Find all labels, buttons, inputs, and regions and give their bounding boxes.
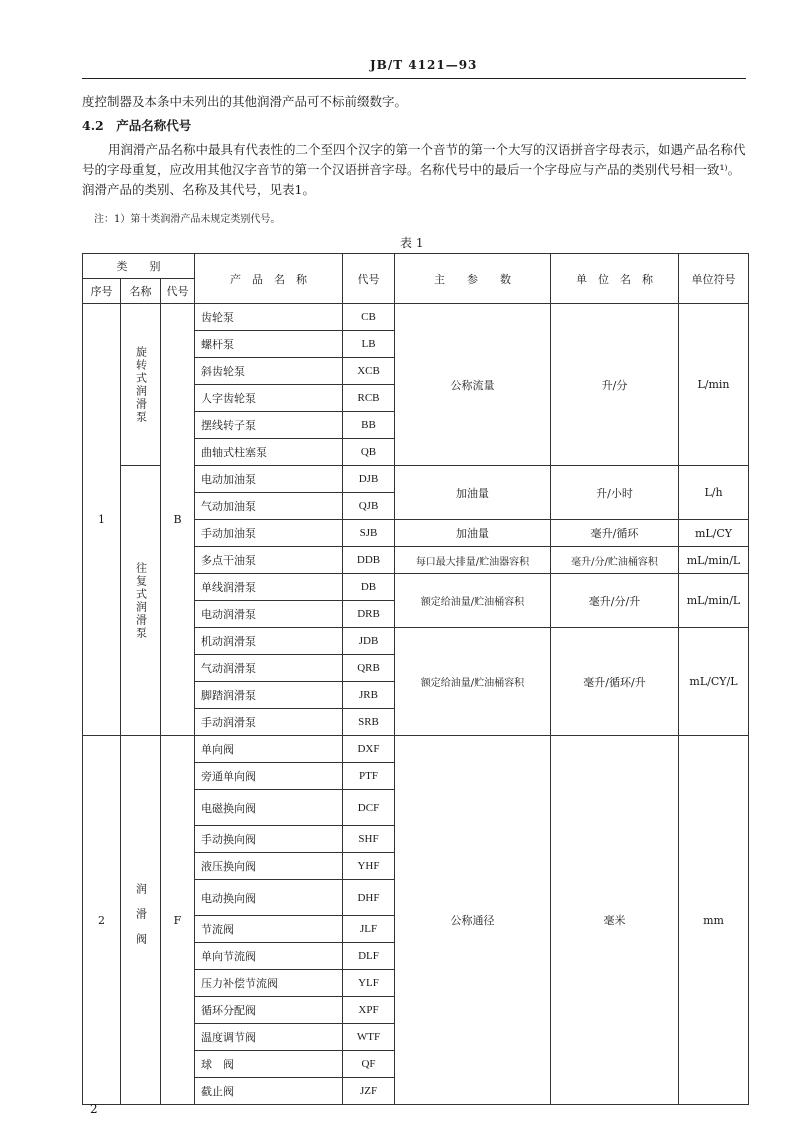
section-title: 4.2 产品名称代号 <box>82 118 192 133</box>
product-code: JLF <box>343 916 395 943</box>
main-param: 额定给油量/贮油桶容积 <box>395 628 551 736</box>
product-name: 多点干油泵 <box>195 547 343 574</box>
product-name: 手动润滑泵 <box>195 709 343 736</box>
page-number: 2 <box>90 1102 98 1116</box>
product-name: 曲轴式柱塞泵 <box>195 439 343 466</box>
header-name: 名称 <box>121 279 161 304</box>
product-code: CB <box>343 304 395 331</box>
main-param: 公称通径 <box>395 736 551 1105</box>
subgroup-name: 往复式润滑泵 <box>121 466 161 736</box>
main-param: 额定给油量/贮油桶容积 <box>395 574 551 628</box>
unit-name: 升/分 <box>551 304 679 466</box>
product-code: DJB <box>343 466 395 493</box>
main-param: 加油量 <box>395 520 551 547</box>
product-code: XCB <box>343 358 395 385</box>
table-caption: 表 1 <box>400 236 424 250</box>
header-code: 代号 <box>161 279 195 304</box>
product-name: 液压换向阀 <box>195 853 343 880</box>
unit-name: 毫升/循环 <box>551 520 679 547</box>
product-name: 电磁换向阀 <box>195 790 343 826</box>
product-code: WTF <box>343 1024 395 1051</box>
header-category: 类 别 <box>83 254 195 279</box>
product-name: 手动换向阀 <box>195 826 343 853</box>
product-name: 脚踏润滑泵 <box>195 682 343 709</box>
unit-symbol: mL/min/L <box>679 574 749 628</box>
product-name: 摆线转子泵 <box>195 412 343 439</box>
product-code: YLF <box>343 970 395 997</box>
main-param: 公称流量 <box>395 304 551 466</box>
product-name: 斜齿轮泵 <box>195 358 343 385</box>
unit-name: 毫升/循环/升 <box>551 628 679 736</box>
header-rule <box>82 78 746 79</box>
header-main-param: 主 参 数 <box>395 254 551 304</box>
main-param: 每口最大排量/贮油器容积 <box>395 547 551 574</box>
product-name: 齿轮泵 <box>195 304 343 331</box>
product-code: XPF <box>343 997 395 1024</box>
product-code: JZF <box>343 1078 395 1105</box>
product-code: DLF <box>343 943 395 970</box>
subgroup-name: 旋转式润滑泵 <box>121 304 161 466</box>
product-code: DRB <box>343 601 395 628</box>
product-name: 电动换向阀 <box>195 880 343 916</box>
product-name: 旁通单向阀 <box>195 763 343 790</box>
product-name: 单向阀 <box>195 736 343 763</box>
product-name: 节流阀 <box>195 916 343 943</box>
product-code: SHF <box>343 826 395 853</box>
product-code: SJB <box>343 520 395 547</box>
product-name: 截止阀 <box>195 1078 343 1105</box>
unit-name: 毫升/分/贮油桶容积 <box>551 547 679 574</box>
product-name: 单向节流阀 <box>195 943 343 970</box>
product-code: JRB <box>343 682 395 709</box>
product-code: YHF <box>343 853 395 880</box>
product-code: DCF <box>343 790 395 826</box>
main-param: 加油量 <box>395 466 551 520</box>
header-product-code: 代号 <box>343 254 395 304</box>
unit-symbol: mL/CY/L <box>679 628 749 736</box>
product-code: DB <box>343 574 395 601</box>
group-code: B <box>161 304 195 736</box>
product-name: 球 阀 <box>195 1051 343 1078</box>
product-code: DXF <box>343 736 395 763</box>
unit-name: 毫升/分/升 <box>551 574 679 628</box>
product-code: LB <box>343 331 395 358</box>
product-name: 压力补偿节流阀 <box>195 970 343 997</box>
product-code: BB <box>343 412 395 439</box>
unit-name: 毫米 <box>551 736 679 1105</box>
product-name: 机动润滑泵 <box>195 628 343 655</box>
product-name: 螺杆泵 <box>195 331 343 358</box>
product-name: 气动加油泵 <box>195 493 343 520</box>
unit-symbol: L/h <box>679 466 749 520</box>
product-name: 电动润滑泵 <box>195 601 343 628</box>
header-product-name: 产 品 名 称 <box>195 254 343 304</box>
product-name: 手动加油泵 <box>195 520 343 547</box>
product-code: DHF <box>343 880 395 916</box>
product-code: JDB <box>343 628 395 655</box>
product-code: SRB <box>343 709 395 736</box>
unit-name: 升/小时 <box>551 466 679 520</box>
header-unit-symbol: 单位符号 <box>679 254 749 304</box>
paragraph-naming-rule: 用润滑产品名称中最具有代表性的二个至四个汉字的第一个音节的第一个大写的汉语拼音字母表示，如遇产品名称代号的字母重复，应改用其他汉字音节的第一个汉语拼音字母。名称代号中的最后一个字母应与产品的类别代号相一致¹⁾。润滑产品的类别、名称及其代号，见表1。 <box>82 142 746 197</box>
unit-symbol: mm <box>679 736 749 1105</box>
product-name: 人字齿轮泵 <box>195 385 343 412</box>
group-code: F <box>161 736 195 1105</box>
product-name: 单线润滑泵 <box>195 574 343 601</box>
group-seq: 1 <box>83 304 121 736</box>
paragraph-continuation: 度控制器及本条中未列出的其他润滑产品可不标前缀数字。 <box>82 94 408 109</box>
table-row <box>83 736 749 763</box>
subgroup-name: 润滑阀 <box>121 736 161 1105</box>
unit-symbol: mL/CY <box>679 520 749 547</box>
product-code: RCB <box>343 385 395 412</box>
product-name: 温度调节阀 <box>195 1024 343 1051</box>
product-name: 气动润滑泵 <box>195 655 343 682</box>
standard-number: JB/T 4121—93 <box>370 58 478 72</box>
product-code: QJB <box>343 493 395 520</box>
product-code-table <box>82 253 749 1105</box>
unit-symbol: L/min <box>679 304 749 466</box>
group-seq: 2 <box>83 736 121 1105</box>
product-name: 循环分配阀 <box>195 997 343 1024</box>
header-unit-name: 单 位 名 称 <box>551 254 679 304</box>
unit-symbol: mL/min/L <box>679 547 749 574</box>
product-code: QRB <box>343 655 395 682</box>
table-row <box>83 304 749 331</box>
footnote: 注：1）第十类润滑产品未规定类别代号。 <box>94 214 281 225</box>
product-code: PTF <box>343 763 395 790</box>
product-code: DDB <box>343 547 395 574</box>
header-seq: 序号 <box>83 279 121 304</box>
product-name: 电动加油泵 <box>195 466 343 493</box>
product-code: QF <box>343 1051 395 1078</box>
product-code: QB <box>343 439 395 466</box>
